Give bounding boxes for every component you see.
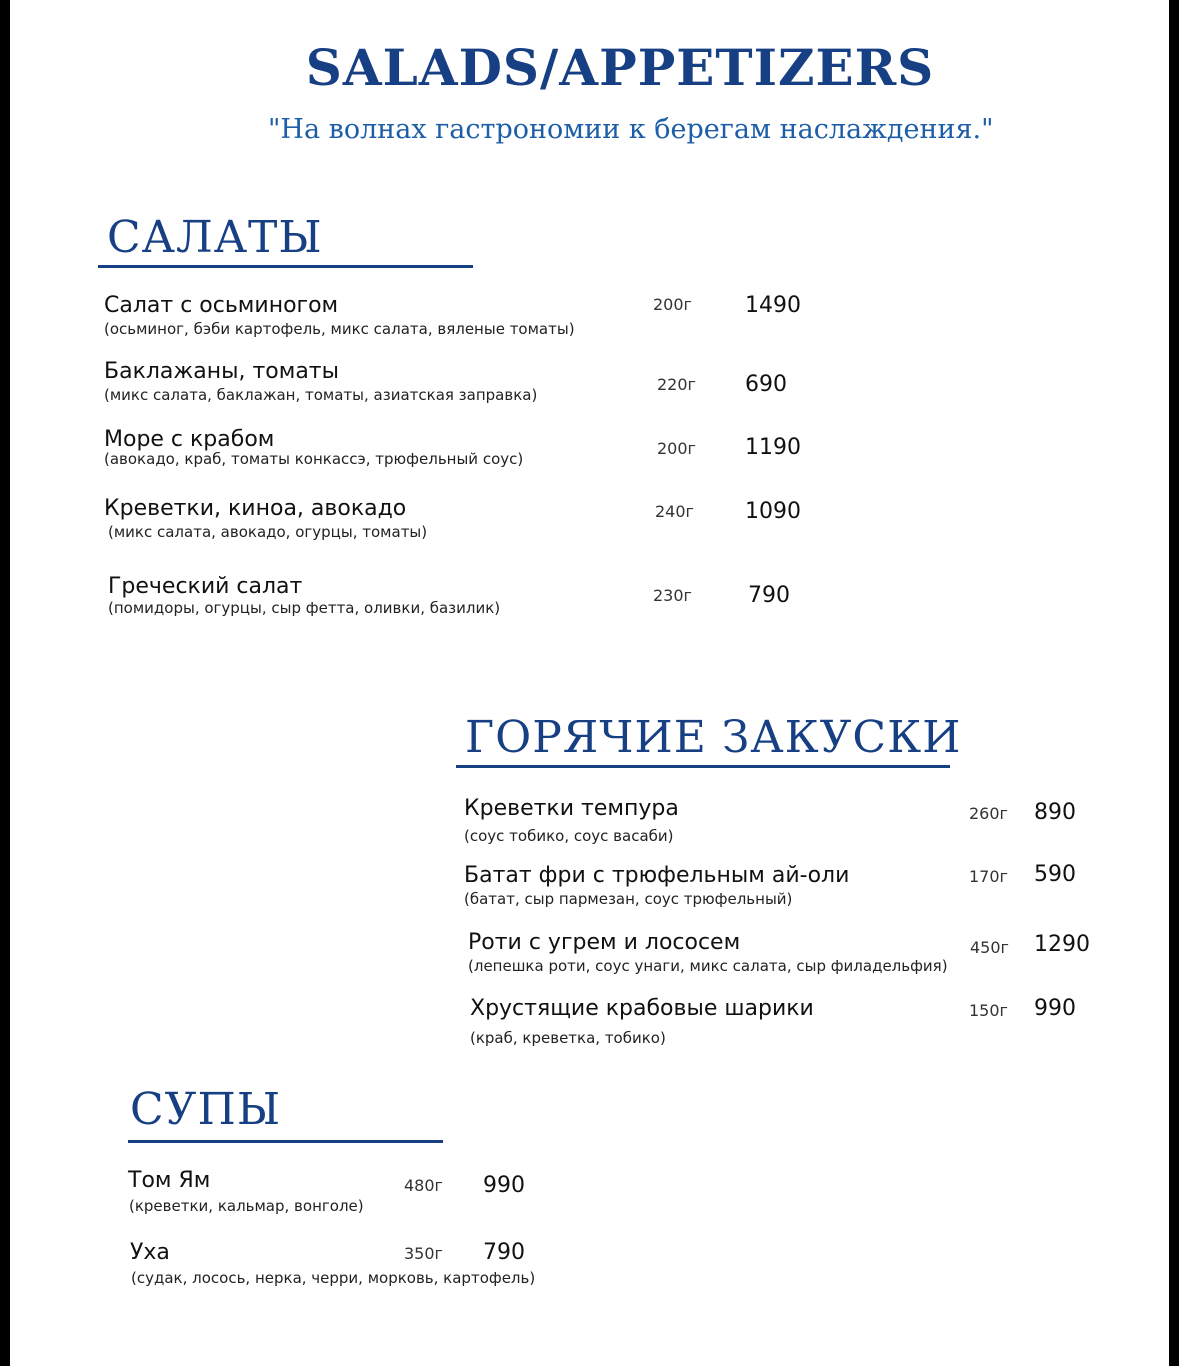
item-description: (краб, креветка, тобико)	[470, 1029, 666, 1047]
item-description: (судак, лосось, нерка, черри, морковь, картофель)	[131, 1269, 536, 1287]
item-weight: 170г	[969, 867, 1008, 886]
item-description: (микс салата, авокадо, огурцы, томаты)	[108, 523, 428, 541]
item-description: (помидоры, огурцы, сыр фетта, оливки, базилик)	[108, 599, 501, 617]
item-price: 890	[1034, 800, 1076, 825]
item-weight: 200г	[657, 439, 696, 458]
item-name: Салат с осьминогом	[104, 293, 339, 318]
item-weight: 480г	[404, 1176, 443, 1195]
item-price: 690	[745, 372, 787, 397]
item-price: 1490	[745, 293, 801, 318]
item-name: Баклажаны, томаты	[104, 359, 339, 384]
item-name: Хрустящие крабовые шарики	[470, 996, 814, 1021]
soups-heading: СУПЫ	[130, 1084, 282, 1135]
item-description: (авокадо, краб, томаты конкассэ, трюфельный соус)	[104, 450, 524, 468]
item-name: Море с крабом	[104, 427, 275, 452]
hot-appetizers-divider	[456, 765, 950, 768]
item-weight: 220г	[657, 375, 696, 394]
salads-divider	[98, 265, 473, 268]
item-price: 1190	[745, 435, 801, 460]
item-description: (лепешка роти, соус унаги, микс салата, сыр филадельфия)	[468, 957, 948, 975]
item-weight: 450г	[970, 938, 1009, 957]
item-name: Креветки, киноа, авокадо	[104, 496, 407, 521]
item-price: 990	[483, 1173, 525, 1198]
item-weight: 230г	[653, 586, 692, 605]
item-name: Роти с угрем и лососем	[468, 930, 741, 955]
item-name: Уха	[130, 1240, 170, 1265]
item-description: (соус тобико, соус васаби)	[464, 827, 674, 845]
item-price: 990	[1034, 996, 1076, 1021]
item-description: (осьминог, бэби картофель, микс салата, вяленые томаты)	[104, 320, 575, 338]
page-title: SALADS/APPETIZERS	[305, 38, 935, 97]
item-weight: 240г	[655, 502, 694, 521]
menu-page	[10, 0, 1169, 1366]
salads-heading: САЛАТЫ	[107, 212, 323, 263]
hot-appetizers-heading: ГОРЯЧИЕ ЗАКУСКИ	[465, 712, 962, 763]
page-subtitle: "На волнах гастрономии к берегам наслаждения."	[268, 114, 994, 145]
soups-divider	[128, 1140, 443, 1143]
item-weight: 200г	[653, 295, 692, 314]
item-price: 790	[748, 583, 790, 608]
item-description: (микс салата, баклажан, томаты, азиатская заправка)	[104, 386, 538, 404]
item-weight: 350г	[404, 1244, 443, 1263]
item-name: Греческий салат	[108, 574, 303, 599]
item-price: 1090	[745, 499, 801, 524]
item-weight: 150г	[969, 1001, 1008, 1020]
item-price: 790	[483, 1240, 525, 1265]
item-name: Креветки темпура	[464, 796, 679, 821]
item-name: Батат фри с трюфельным ай-оли	[464, 863, 850, 888]
item-weight: 260г	[969, 804, 1008, 823]
item-price: 1290	[1034, 932, 1090, 957]
item-description: (креветки, кальмар, вонголе)	[129, 1197, 364, 1215]
item-description: (батат, сыр пармезан, соус трюфельный)	[464, 890, 793, 908]
item-price: 590	[1034, 862, 1076, 887]
item-name: Том Ям	[128, 1168, 211, 1193]
